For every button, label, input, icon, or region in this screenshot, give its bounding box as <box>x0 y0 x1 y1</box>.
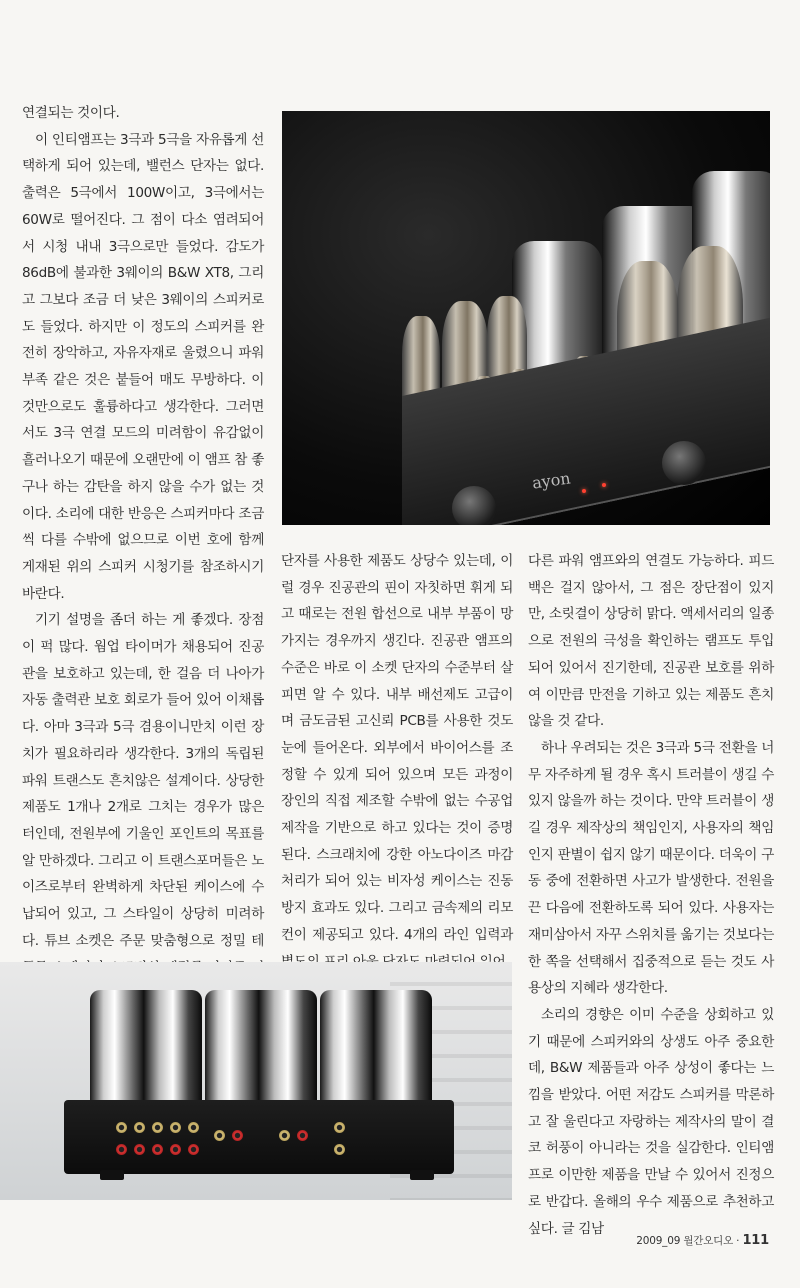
rca-jack <box>170 1144 181 1155</box>
paragraph: 이 인티앰프는 3극과 5극을 자유롭게 선택하게 되어 있는데, 밸런스 단자는 없다. 출력은 5극에서 100W이고, 3극에서는 60W로 떨어진다. 그 점이 다소 염려되어서 시청 내내 3극으로만 들었다. 감도가 86dB에 불과한 3웨이의 B&W XT8, 그리고 그보다 조금 더 낮은 3웨이의 스피커로도 들었다. 하지만 이 정도의 스피커를 완전히 장악하고, 자유자재로 울렸으니 파워 부족 같은 것은 붙들어 매도 무방하다. 이것만으로도 훌륭하다고 생각한다. 그러면서도 3극 연결 모드의 미려함이 유감없이 흘러나오기 때문에 오랜만에 이 앰프 참 좋구나 하는 감탄을 하지 않을 수가 없는 것이다. 소리에 대한 반응은 스피커마다 조금씩 다를 수밖에 없으므로 이번 호에 함께 게재된 위의 스피커 시청기를 참조하시기 바란다. <box>22 131 264 602</box>
article-column-3 <box>528 548 774 1242</box>
rca-jack <box>134 1122 145 1133</box>
rca-jack <box>116 1122 127 1133</box>
rear-panel-image <box>64 1100 454 1174</box>
speaker-terminal <box>232 1130 243 1141</box>
rca-jack <box>188 1122 199 1133</box>
transformer-can-image <box>90 990 202 1108</box>
speaker-terminal <box>214 1130 225 1141</box>
led-indicator <box>602 483 606 487</box>
led-indicator <box>582 489 586 493</box>
volume-knob-image <box>452 486 496 525</box>
article-column-1 <box>22 100 264 1008</box>
page-footer <box>636 1233 769 1248</box>
paragraph: 기기 설명을 좀더 하는 게 좋겠다. 장점이 퍽 많다. 웜업 타이머가 채용되어 진공관을 보호하고 있는데, 한 걸음 더 나아가 자동 출력관 보호 회로가 들어 있어 이채롭다. 아마 3극과 5극 겸용이니만치 이런 장치가 필요하리라 생각한다. 3개의 독립된 파워 트랜스도 흔치않은 설계이다. 상당한 제품도 1개나 2개로 그치는 경우가 많은 터인데, 전원부에 기울인 포인트의 목표를 알 만하겠다. 그리고 이 트랜스포머들은 노이즈로부터 완벽하게 차단된 케이스에 수납되어 있고, 그 스타일이 상당히 미려하다. 튜브 소켓은 주문 맞춤형으로 정밀 테 <box>22 612 264 949</box>
amplifier-foot <box>100 1170 124 1180</box>
amplifier-front-photo <box>282 111 770 525</box>
paragraph: 하나 우려되는 것은 3극과 5극 전환을 너무 자주하게 될 경우 혹시 트러블이 생길 수 있지 않을까 하는 것이다. 만약 트러블이 생길 경우 제작상의 책임인지, 사용자의 책임인지 판별이 쉽지 않기 때문이다. 더욱이 구동 중에 전환하면 사고가 발생한다. 전원을 끈 다음에 전환하도록 되어 있다. 사용자는 재미삼아서 자꾸 스위치를 옮기는 것보다는 한 쪽을 선택해서 집중적으로 듣는 것도 사용상의 지혜라 생각한다. <box>528 739 774 997</box>
transformer-can-image <box>320 990 432 1108</box>
paragraph: 다른 파워 앰프와의 연결도 가능하다. 피드백은 걸지 않아서, 그 점은 장단점이 있지만, 소릿결이 상당히 맑다. 액세서리의 일종으로 전원의 극성을 확인하는 램프도 투입되어 있어서 진기한데, 진공관 보호를 위하여 이만큼 만전을 기하고 있는 제품도 흔치 않을 것 같다. <box>528 553 774 730</box>
issue-label: 2009_09 월간오디오 · <box>636 1235 743 1247</box>
speaker-terminal <box>297 1130 308 1141</box>
page-number: 111 <box>742 1233 769 1248</box>
speaker-terminal <box>334 1122 345 1133</box>
brand-logo: ayon <box>530 468 572 493</box>
paragraph: 단자를 사용한 제품도 상당수 있는데, 이럴 경우 진공관의 핀이 자칫하면 휘게 되고 때로는 전원 합선으로 내부 부품이 망가지는 경우까지 생긴다. 진공관 앰프의 수준은 바로 이 소켓 단자의 수준부터 살피면 알 수 있다. 내부 배선제도 고급이며 금도금된 고신뢰 PCB를 사용한 것도 눈에 들어온다. 외부에서 바이어스를 조정할 수 있게 되어 있으며 모든 과정이 장인의 직접 제조할 수밖에 없는 수공업 제작을 기반으로 하고 있다는 것이 증명된다. 스크래치에 강한 아노다이즈 마감 처리가 되어 있는 비자성 케이스는 진동 방지 효과도 있다. 그리고 금속제의 리모컨이 제공되고 있다. 4개의 라인 입력과 <box>281 553 513 943</box>
rca-jack <box>188 1144 199 1155</box>
speaker-terminal <box>279 1130 290 1141</box>
article-column-2 <box>281 548 513 975</box>
paragraph: 소리의 경향은 이미 수준을 상회하고 있기 때문에 스피커와의 상생도 아주 중요한데, B&W 제품들과 아주 상성이 좋다는 느낌을 받았다. 어떤 저감도 스피커를 막론하고 잘 울린다고 자랑하는 제작사의 말이 결코 허풍이 아니라는 것을 실감한다. 인티앰프로 이만한 제품을 만날 수 있어서 진정으로 반갑다. 올해의 우수 제품으로 추천하고 싶다. 글 김남 <box>528 1006 774 1237</box>
transformer-can-image <box>205 990 317 1108</box>
speaker-terminal <box>334 1144 345 1155</box>
rca-jack <box>152 1122 163 1133</box>
rca-jack <box>152 1144 163 1155</box>
amplifier-foot <box>410 1170 434 1180</box>
paragraph: 연결되는 것이다. <box>22 105 120 121</box>
selector-knob-image <box>662 441 706 485</box>
amplifier-rear-photo <box>0 962 512 1200</box>
rca-jack <box>170 1122 181 1133</box>
rca-jack <box>134 1144 145 1155</box>
rca-jack <box>116 1144 127 1155</box>
